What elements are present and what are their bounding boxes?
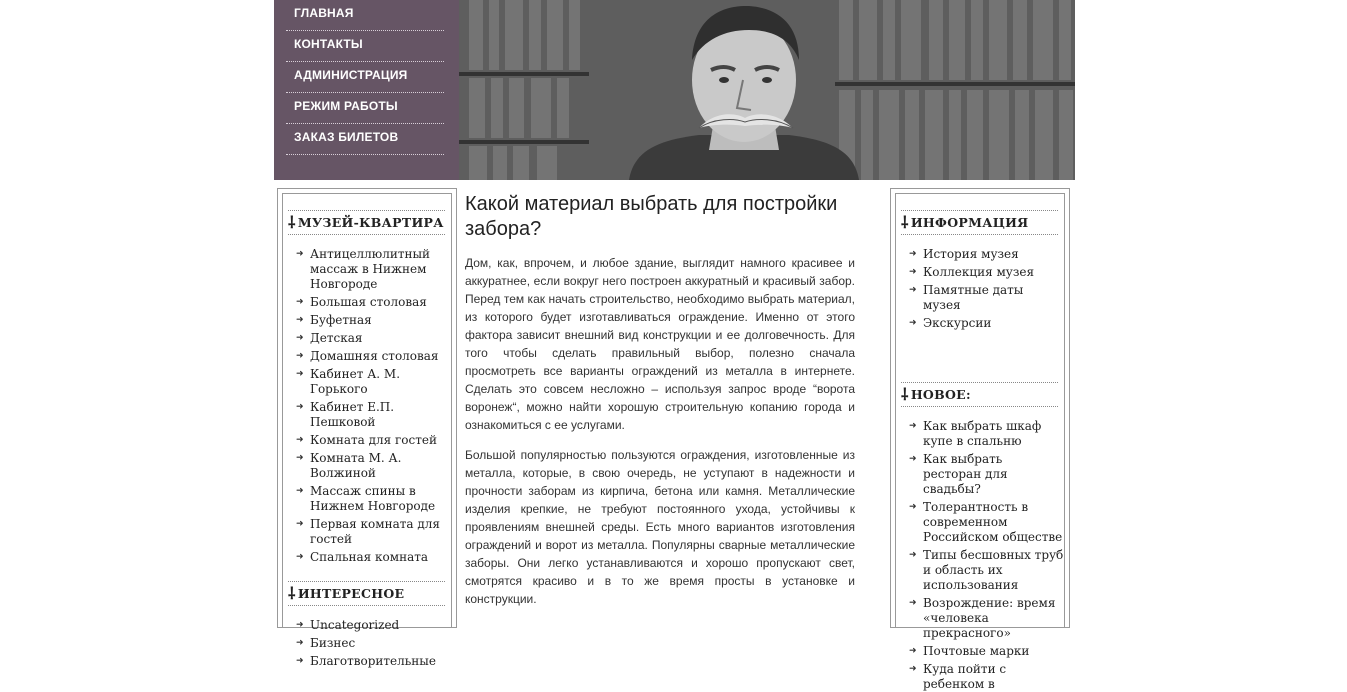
list-link[interactable]: Комната М. А. Волжиной: [310, 451, 402, 480]
arrow-right-icon: ➜: [296, 638, 304, 648]
list-link[interactable]: Памятные даты музея: [923, 283, 1024, 312]
list-link[interactable]: Антицеллюлитный массаж в Нижнем Новгороде: [310, 247, 431, 291]
ornament-icon: ⸸: [288, 583, 296, 603]
list-link[interactable]: Коллекция музея: [923, 265, 1035, 279]
arrow-right-icon: ➜: [296, 620, 304, 630]
list-item: [296, 295, 451, 310]
list-link[interactable]: История музея: [923, 247, 1019, 261]
header-banner-image: [459, 0, 1075, 180]
arrow-right-icon: ➜: [909, 550, 917, 560]
list-link[interactable]: Почтовые марки: [923, 644, 1030, 658]
article-paragraph: Дом, как, впрочем, и любое здание, выглядит намного красивее и аккуратнее, если вокруг него построен аккуратный и красивый забор. Перед тем как начать строительство, необходимо выбрать материал, из которого будет изготавливаться ограждение. Именно от этого фактора зависит внешний вид конструкции и ее долговечность. Для того чтобы сделать правильный выбор, полезно сначала просмотреть все варианты ограждений из металла в интернете. Сделать это совсем несложно – используя запрос вроде “ворота воронеж“, можно найти хорошую строительную копанию города и ознакомиться с ее услугами.: [465, 256, 855, 432]
list-item: [909, 548, 1064, 593]
arrow-right-icon: ➜: [909, 454, 917, 464]
list-item: [296, 451, 451, 481]
arrow-right-icon: ➜: [296, 297, 304, 307]
list-item: [296, 400, 451, 430]
arrow-right-icon: ➜: [909, 502, 917, 512]
list-link[interactable]: Uncategorized: [310, 618, 400, 632]
ornament-icon: ⸸: [288, 212, 296, 232]
list-link[interactable]: Буфетная: [310, 313, 372, 327]
arrow-right-icon: ➜: [296, 435, 304, 445]
article-paragraph: Большой популярностью пользуются ограждения, изготовленные из металла, которые, в свою очередь, не уступают в надежности и прочности заборам из кирпича, бетона или камня. Металлические изделия крепкие, не требуют постоянного ухода, устойчивы к проявлениям внешней среды. Есть много вариантов изготовления ограждений и ворот из металла. Популярны сварные металлические заборы. Они легко устанавливаются и хорошо пропускают свет, смотрятся красиво и в то же время просты в установке и конструкции.: [465, 448, 855, 606]
arrow-right-icon: ➜: [909, 249, 917, 259]
list-link[interactable]: Куда пойти с ребенком в: [923, 662, 1007, 691]
info-list: [896, 247, 1064, 331]
list-item: [296, 433, 451, 448]
ornament-icon: ⸸: [901, 212, 909, 232]
nav-item-home[interactable]: ГЛАВНАЯ: [286, 0, 444, 31]
nav-item-contacts[interactable]: КОНТАКТЫ: [286, 31, 444, 62]
portrait-illustration: [459, 0, 1075, 180]
list-link[interactable]: Типы бесшовных труб и область их использования: [923, 548, 1064, 592]
list-item: [909, 316, 1064, 331]
list-link[interactable]: Толерантность в современном Российском обществе: [923, 500, 1063, 544]
list-item: [296, 618, 451, 633]
list-item: [909, 419, 1064, 449]
arrow-right-icon: ➜: [296, 333, 304, 343]
list-item: [909, 247, 1064, 262]
main-nav: [274, 0, 459, 180]
list-link[interactable]: Массаж спины в Нижнем Новгороде: [310, 484, 436, 513]
list-link[interactable]: Экскурсии: [923, 316, 992, 330]
list-item: [909, 283, 1064, 313]
widget-title-museum: [288, 210, 445, 235]
arrow-right-icon: ➜: [909, 421, 917, 431]
widget-title-text: МУЗЕЙ-КВАРТИРА: [297, 215, 444, 230]
arrow-right-icon: ➜: [296, 552, 304, 562]
list-link[interactable]: Домашняя столовая: [310, 349, 439, 363]
list-item: [296, 517, 451, 547]
list-item: [909, 500, 1064, 545]
list-link[interactable]: Кабинет А. М. Горького: [310, 367, 401, 396]
list-item: [909, 644, 1064, 659]
list-link[interactable]: Большая столовая: [310, 295, 427, 309]
arrow-right-icon: ➜: [909, 318, 917, 328]
list-item: [909, 596, 1064, 641]
arrow-right-icon: ➜: [909, 598, 917, 608]
left-sidebar: [277, 188, 457, 668]
nav-item-work-hours[interactable]: РЕЖИМ РАБОТЫ: [286, 93, 444, 124]
arrow-right-icon: ➜: [296, 249, 304, 259]
list-link[interactable]: Как выбрать ресторан для свадьбы?: [923, 452, 1008, 496]
widget-title-text: ИНФОРМАЦИЯ: [910, 215, 1029, 230]
museum-list: [283, 247, 451, 565]
arrow-right-icon: ➜: [296, 351, 304, 361]
list-item: [909, 265, 1064, 280]
list-item: [296, 367, 451, 397]
nav-item-administration[interactable]: АДМИНИСТРАЦИЯ: [286, 62, 444, 93]
main-content: [465, 192, 855, 620]
new-posts-list: [896, 419, 1064, 692]
arrow-right-icon: ➜: [296, 315, 304, 325]
list-link[interactable]: Комната для гостей: [310, 433, 437, 447]
widget-title-text: ИНТЕРЕСНОЕ: [297, 586, 405, 601]
widget-title-text: НОВОЕ:: [910, 387, 971, 402]
list-link[interactable]: Детская: [310, 331, 363, 345]
list-item: [296, 550, 451, 565]
widget-title-new: [901, 382, 1058, 407]
list-link[interactable]: Кабинет Е.П. Пешковой: [310, 400, 395, 429]
article-title[interactable]: Какой материал выбрать для постройки забора?: [465, 193, 838, 240]
ornament-icon: ⸸: [901, 384, 909, 404]
list-link[interactable]: Благотворительные: [310, 654, 436, 668]
page: [274, 0, 1075, 691]
arrow-right-icon: ➜: [296, 402, 304, 412]
list-item: [296, 636, 451, 651]
right-sidebar: [890, 188, 1070, 691]
arrow-right-icon: ➜: [909, 267, 917, 277]
list-item: [909, 452, 1064, 497]
list-link[interactable]: Как выбрать шкаф купе в спальню: [923, 419, 1042, 448]
list-item: [296, 331, 451, 346]
arrow-right-icon: ➜: [296, 453, 304, 463]
list-item: [909, 662, 1064, 692]
widget-title-interesting: [288, 581, 445, 606]
list-item: [296, 349, 451, 364]
list-item: [296, 654, 451, 669]
arrow-right-icon: ➜: [296, 519, 304, 529]
list-item: [296, 247, 451, 292]
arrow-right-icon: ➜: [909, 664, 917, 674]
arrow-right-icon: ➜: [296, 369, 304, 379]
arrow-right-icon: ➜: [909, 285, 917, 295]
list-link[interactable]: Возрождение: время «человека прекрасного»: [923, 596, 1056, 640]
list-item: [296, 313, 451, 328]
arrow-right-icon: ➜: [296, 486, 304, 496]
arrow-right-icon: ➜: [296, 656, 304, 666]
list-link[interactable]: Бизнес: [310, 636, 356, 650]
arrow-right-icon: ➜: [909, 646, 917, 656]
widget-title-info: [901, 210, 1058, 235]
nav-item-tickets[interactable]: ЗАКАЗ БИЛЕТОВ: [286, 124, 444, 155]
list-link[interactable]: Первая комната для гостей: [310, 517, 440, 546]
list-item: [296, 484, 451, 514]
interesting-list: [283, 618, 451, 669]
list-link[interactable]: Спальная комната: [310, 550, 429, 564]
